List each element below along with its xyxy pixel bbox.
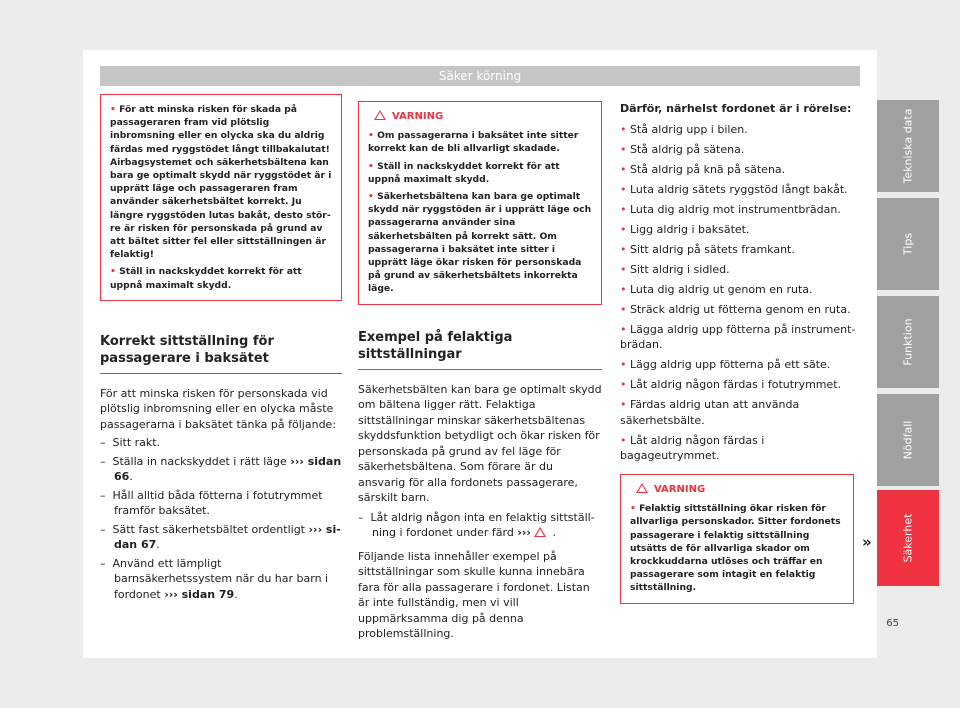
note-box (100, 94, 342, 301)
tab-sakerhet[interactable] (877, 490, 939, 586)
page-number: 65 (886, 618, 899, 629)
tab-tips[interactable] (877, 198, 939, 290)
paragraph: Säkerhetsbälten kan bara ge optimalt skydd om bältena ligger rätt. Felaktiga sittställningar minskar säkerhetsbältenas skyddsfunktion betydligt och ökar risken för personskada på grund av fel läge för säkerhetsbältena. Som förare är du ansvarig för alla fordonets passagerare, särskilt barn. (358, 382, 602, 505)
tab-label: Tekniska data (901, 108, 915, 184)
warning-icon (636, 483, 648, 493)
column-1 (100, 94, 342, 602)
list-heading: Därför, närhelst fordonet är i rörelse: (620, 102, 852, 115)
warning-icon (534, 527, 546, 537)
tab-label: Tips (901, 232, 915, 256)
list-item: • Stå aldrig på knä på sätena. (620, 162, 786, 176)
warning-bullet: • Ställ in nackskyddet korrekt för att uppnå maximalt skydd. (368, 160, 560, 185)
section-heading: Korrekt sittställning för passagerare i baksätet (100, 327, 342, 374)
page-reference-link[interactable]: ››› sidan 67 (114, 522, 341, 552)
rules-list (620, 122, 856, 464)
list-item: • Luta dig aldrig ut genom en ruta. (620, 282, 813, 296)
reference-arrows[interactable]: ››› (517, 526, 531, 540)
list-item: • Lägg aldrig upp fötterna på ett säte. (620, 358, 831, 371)
warning-box (620, 474, 854, 604)
list-item: • Låt aldrig någon färdas i bagageutrymmet. (620, 433, 765, 462)
list-item: – Ställa in nackskyddet i rätt läge ››› sidan 66. (100, 454, 342, 484)
list-item: • Sitt aldrig i sidled. (620, 262, 730, 276)
tab-nodfall[interactable] (877, 394, 939, 486)
warning-box (358, 101, 602, 305)
list-item: • Lägga aldrig upp fötterna på instrumentbrädan. (620, 322, 856, 351)
list-item: • Luta aldrig sätets ryggstöd långt bakåt. (620, 182, 848, 196)
page-header: Säker körning (100, 66, 860, 86)
tab-funktion[interactable] (877, 296, 939, 388)
section-heading: Exempel på felaktiga sittställningar (358, 323, 602, 370)
list-item: • Färdas aldrig utan att använda säkerhetsbälte. (620, 398, 800, 427)
warning-icon (374, 110, 386, 120)
column-3 (620, 101, 856, 604)
paragraph: Följande lista innehåller exempel på sittställningar som skulle kunna innebära fara för alla passagerare i fordonet. Listan är inte fullständig, men vi vill uppmärksamma dig på denna problemställning. (358, 549, 590, 641)
warning-header: VARNING (630, 483, 844, 496)
warning-bullet: • Om passagerarna i baksätet inte sitter korrekt kan de bli allvarligt skadade. (368, 130, 579, 155)
list-item: – Håll alltid båda fötterna i fotutrymmet framför baksätet. (100, 488, 323, 518)
tab-tekniska-data[interactable] (877, 100, 939, 192)
page-reference-link[interactable]: ››› sidan 66 (114, 454, 342, 484)
list-item: • Stå aldrig på sätena. (620, 142, 745, 156)
list-item: • Låt aldrig någon färdas i fotutrymmet. (620, 378, 842, 391)
page-reference-link[interactable]: ››› sidan 79 (164, 587, 235, 601)
list-item: – Sätt fast säkerhetsbältet ordentligt ››› sidan 67. (100, 522, 341, 552)
list-item: – Använd ett lämpligt barnsäkerhetssystem när du har barn i fordonet ››› sidan 79. (100, 556, 329, 601)
intro-paragraph: För att minska risken för personskada vid plötslig inbromsning eller en olycka måste passagerarna i baksätet tänka på följande: (100, 386, 337, 431)
list-item: • Stå aldrig upp i bilen. (620, 122, 748, 136)
list-item: • Sitt aldrig på sätets framkant. (620, 242, 795, 256)
tab-label: Nödfall (901, 420, 915, 460)
note-bullet: • Ställ in nackskyddet korrekt för att uppnå maximalt skydd. (110, 266, 302, 291)
warning-bullet: • Felaktig sittställning ökar risken för allvarliga personskador. Sitter fordonets passagerare i felaktig sittställning utsätts de för allvarliga skador om krockkuddarna utlöses och träffar en passagerare som intagit en felaktig sittställning. (630, 503, 841, 594)
note-bullet: • För att minska risken för skada på passageraren fram vid plötslig inbromsning eller en olycka ska du aldrig färdas med ryggstödet långt tillbakalutat! Airbagsystemet och säkerhetsbältena kan bara ge optimalt skydd när ryggstödet är i upprätt läge och passageraren fram använder säkerhetsbältet korrekt. Ju längre ryggstöden lutas bakåt, desto större är risken för personskada på grund av att bältet sitter fel eller sittställningen är felaktig! (110, 104, 332, 261)
tab-label: Säkerhet (901, 513, 915, 563)
continue-mark: » (862, 533, 872, 551)
list-item: – Sitt rakt. (100, 436, 161, 450)
list-item: • Ligg aldrig i baksätet. (620, 222, 750, 236)
column-2 (358, 101, 602, 642)
list-item: – Låt aldrig någon inta en felaktig sittställning i fordonet under färd ››› . (358, 510, 595, 540)
warning-header: VARNING (368, 110, 592, 123)
list-item: • Sträck aldrig ut fötterna genom en ruta. (620, 302, 851, 316)
tab-label: Funktion (901, 318, 915, 366)
warning-bullet: • Säkerhetsbältena kan bara ge optimalt skydd när ryggstöden är i upprätt läge och passagerarna använder sina säkerhetsbälten på korrekt sätt. Om passagerarna i baksätet inte sitter i upprätt läge ökar risken för personskada på grund av säkerhetsbältets inkorrekta läge. (368, 191, 592, 295)
list-item: • Luta dig aldrig mot instrumentbrädan. (620, 202, 841, 216)
